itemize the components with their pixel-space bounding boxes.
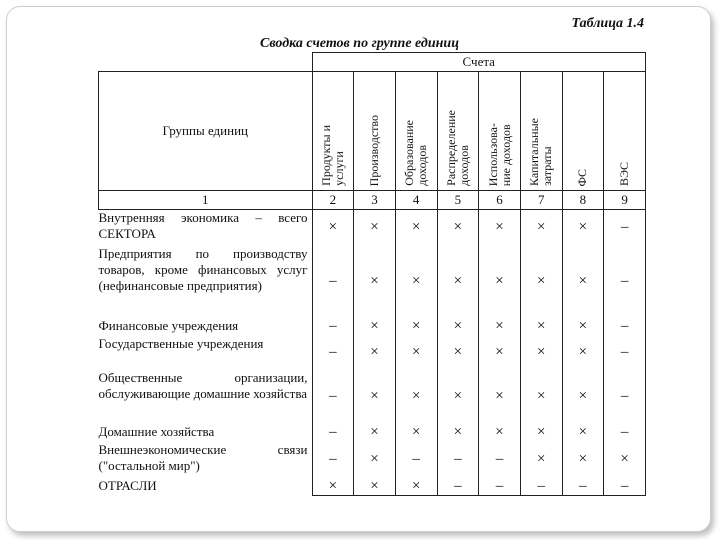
column-number: 3 (354, 191, 396, 210)
table-cell: × (395, 478, 437, 496)
table-cell: × (562, 210, 604, 246)
table-cell: – (604, 210, 646, 246)
table-cell: – (312, 424, 354, 442)
table-cell: – (312, 370, 354, 424)
column-header (479, 72, 521, 191)
table-cell: – (479, 478, 521, 496)
table-cell: × (354, 336, 396, 370)
column-header-label: Продукты и услуги (318, 125, 346, 186)
table-cell: – (312, 336, 354, 370)
table-cell: × (520, 370, 562, 424)
column-number: 9 (604, 191, 646, 210)
table-cell: × (312, 478, 354, 496)
table-cell: × (437, 336, 479, 370)
table-cell: – (604, 424, 646, 442)
column-header (562, 72, 604, 191)
table-cell: × (395, 210, 437, 246)
table-row (99, 318, 646, 336)
table-cell: – (312, 442, 354, 478)
table-cell: – (604, 478, 646, 496)
column-header-label: ФС (575, 168, 590, 186)
table-cell: – (604, 318, 646, 336)
table-cell: × (395, 246, 437, 318)
table-row (99, 424, 646, 442)
table-cell: × (354, 318, 396, 336)
table-cell: × (520, 336, 562, 370)
table-cell: – (479, 442, 521, 478)
table-cell: × (604, 442, 646, 478)
table-cell: × (354, 478, 396, 496)
row-label: Домашние хозяйства (98, 423, 215, 439)
table-cell: × (520, 424, 562, 442)
column-header-label: ВЭС (617, 162, 632, 186)
table-cell: × (479, 246, 521, 318)
column-header (520, 72, 562, 191)
row-label: Государственные учреждения (98, 335, 264, 351)
table-cell: × (520, 246, 562, 318)
table-cell: × (395, 336, 437, 370)
table-cell: – (312, 318, 354, 336)
column-header-label: Капитальные затраты (527, 118, 555, 186)
accounts-header: Счета (312, 53, 646, 72)
table-cell: × (395, 370, 437, 424)
table-cell: × (437, 210, 479, 246)
row-label: Внутренняя экономика – всего СЕКТОРА (98, 210, 308, 241)
row-label: Финансовые учреждения (98, 317, 239, 333)
table-cell: – (604, 246, 646, 318)
table-cell: × (479, 210, 521, 246)
table-cell: × (437, 246, 479, 318)
table-cell: × (479, 318, 521, 336)
table-row (99, 336, 646, 370)
table-cell: × (354, 370, 396, 424)
table-cell: – (437, 478, 479, 496)
accounts-table (98, 52, 646, 496)
table-cell: – (312, 246, 354, 318)
table-cell: × (354, 210, 396, 246)
table-cell: × (437, 424, 479, 442)
table-row (99, 210, 646, 246)
table-cell: × (479, 370, 521, 424)
table-cell: × (520, 210, 562, 246)
table-cell: × (562, 318, 604, 336)
table-row (99, 442, 646, 478)
column-header-label: Производство (367, 114, 381, 186)
table-cell: × (520, 442, 562, 478)
table-cell: – (395, 442, 437, 478)
table-cell: × (437, 318, 479, 336)
table-cell: × (479, 424, 521, 442)
row-label: Предприятия по производству товаров, кроме финансовых услуг (нефинансовые предприятия) (98, 245, 308, 293)
column-number: 8 (562, 191, 604, 210)
column-number: 5 (437, 191, 479, 210)
table-cell: × (395, 318, 437, 336)
column-number: 2 (312, 191, 354, 210)
column-header (354, 72, 396, 191)
row-label: Общественные организации, обслуживающие домашние хозяйства (98, 369, 308, 401)
column-header (437, 72, 479, 191)
table-row (99, 370, 646, 424)
table-row (99, 478, 646, 496)
table-row (99, 246, 646, 318)
column-header-label: Использова- ние доходов (485, 122, 513, 186)
document-page (92, 10, 652, 510)
column-header-label: Образование доходов (402, 120, 430, 186)
column-number: 4 (395, 191, 437, 210)
groups-header: Группы единиц (99, 72, 313, 191)
table-cell: × (354, 246, 396, 318)
table-cell: × (562, 336, 604, 370)
table-cell: × (479, 336, 521, 370)
table-cell: – (562, 478, 604, 496)
column-number: 6 (479, 191, 521, 210)
table-cell: × (520, 318, 562, 336)
table-cell: × (395, 424, 437, 442)
column-number: 1 (99, 191, 313, 210)
table-cell: × (437, 370, 479, 424)
table-cell: – (520, 478, 562, 496)
row-label: Внешнеэкономические связи ("остальной мир") (98, 441, 308, 473)
table-cell: × (312, 210, 354, 246)
table-caption: Таблица 1.4 (571, 16, 644, 31)
table-cell: × (562, 442, 604, 478)
column-header-label: Распределение доходов (443, 110, 471, 186)
row-label: ОТРАСЛИ (98, 477, 157, 493)
table-cell: – (604, 370, 646, 424)
column-header (604, 72, 646, 191)
header-corner (99, 53, 313, 72)
table-cell: – (604, 336, 646, 370)
column-number: 7 (520, 191, 562, 210)
table-title: Сводка счетов по группе единиц (260, 36, 459, 51)
table-cell: × (562, 424, 604, 442)
table-cell: × (562, 246, 604, 318)
table-cell: × (562, 370, 604, 424)
table-cell: – (437, 442, 479, 478)
table-cell: × (354, 424, 396, 442)
column-header (395, 72, 437, 191)
table-cell: × (354, 442, 396, 478)
column-header (312, 72, 354, 191)
